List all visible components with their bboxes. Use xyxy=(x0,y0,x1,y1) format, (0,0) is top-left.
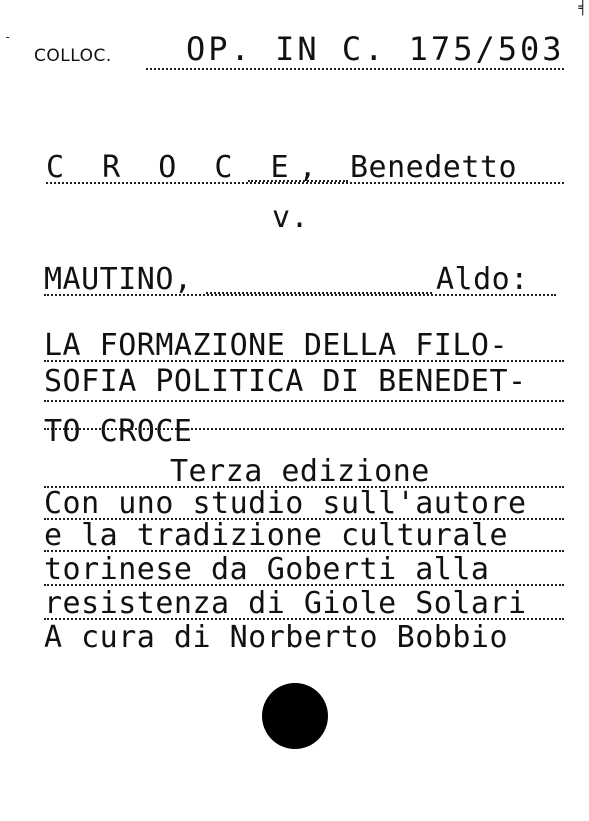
collocation-label: COLLOC. xyxy=(34,46,112,66)
title-line: SOFIA POLITICA DI BENEDET- xyxy=(44,364,527,399)
punch-hole xyxy=(262,683,328,749)
title-line: TO CROCE xyxy=(44,414,193,449)
note-line: e la tradizione culturale xyxy=(44,518,509,553)
collocation-value: OP. IN C. 175/503 xyxy=(186,30,565,68)
edition-statement: Terza edizione xyxy=(170,454,430,489)
author1-given-name: Benedetto xyxy=(350,150,518,185)
note-line: resistenza di Giole Solari xyxy=(44,586,527,621)
title-rule xyxy=(44,400,564,402)
see-conjunction: v. xyxy=(272,200,310,235)
title-rule xyxy=(44,428,564,430)
edge-mark: - xyxy=(4,30,12,44)
title-line: LA FORMAZIONE DELLA FILO- xyxy=(44,328,509,363)
author1-baseline-rule xyxy=(46,182,564,184)
note-line: torinese da Goberti alla xyxy=(44,552,490,587)
author2-given-name: Aldo: xyxy=(436,262,529,297)
note-line: A cura di Norberto Bobbio xyxy=(44,620,509,655)
title-rule xyxy=(44,360,564,362)
author2-baseline-rule xyxy=(44,294,556,296)
author2-surname: MAUTINO, xyxy=(44,262,193,297)
note-line: Con uno studio sull'autore xyxy=(44,486,527,521)
corner-mark: ╡ xyxy=(578,0,587,16)
collocation-dotted-rule xyxy=(146,68,564,70)
author1-surname: C R O C E, xyxy=(46,150,327,185)
